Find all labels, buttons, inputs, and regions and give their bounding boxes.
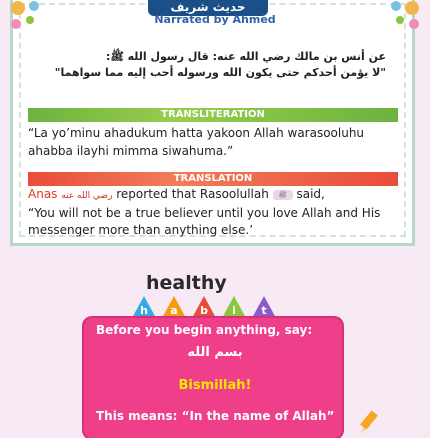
habit-letter: i [232, 304, 236, 317]
pbuh-icon: ﷺ [273, 190, 293, 200]
translation-body: “You will not be a true believer until you love Allah and His messenger more than anything else.’ [28, 206, 381, 237]
transliteration-text: “La yo’minu ahadukum hatta yakoon Allah warasooluhu ahabba ilayhi mimma siwahuma.” [28, 126, 365, 158]
habit-letter: t [261, 304, 267, 317]
bismillah-text: Bismillah! [178, 378, 252, 393]
healthy-heading: healthy [146, 272, 227, 294]
habit-letter: a [170, 304, 178, 317]
bismillah-arabic: بسم الله [187, 345, 243, 360]
narrator-name: Anas [28, 187, 58, 201]
translation-said: said, [296, 187, 325, 201]
pencil-icon [356, 405, 388, 437]
habit-meaning: This means: “In the name of Allah” [96, 409, 335, 423]
transliteration-heading: TRANSLITERATION [28, 108, 398, 122]
translation-intro: reported that Rasoolullah [116, 187, 269, 201]
habit-letter: b [200, 304, 208, 317]
honorific-text: رضي الله عنه [61, 191, 113, 201]
translation-text [28, 186, 408, 239]
narrator-credit: Narrated by Ahmed [154, 13, 276, 26]
translation-heading: TRANSLATION [28, 172, 398, 186]
page-title: حديث شريف [148, 0, 268, 16]
habit-instruction: Before you begin anything, say: [96, 323, 313, 337]
habit-letter: h [140, 304, 148, 317]
hadith-arabic-line-1: عن أنس بن مالك رضي الله عنه: قال رسول الله ﷺ: [106, 50, 386, 63]
hadith-arabic-line-2: "لا يؤمن أحدكم حتى يكون الله ورسوله أحب إليه مما سواهما" [54, 66, 386, 79]
